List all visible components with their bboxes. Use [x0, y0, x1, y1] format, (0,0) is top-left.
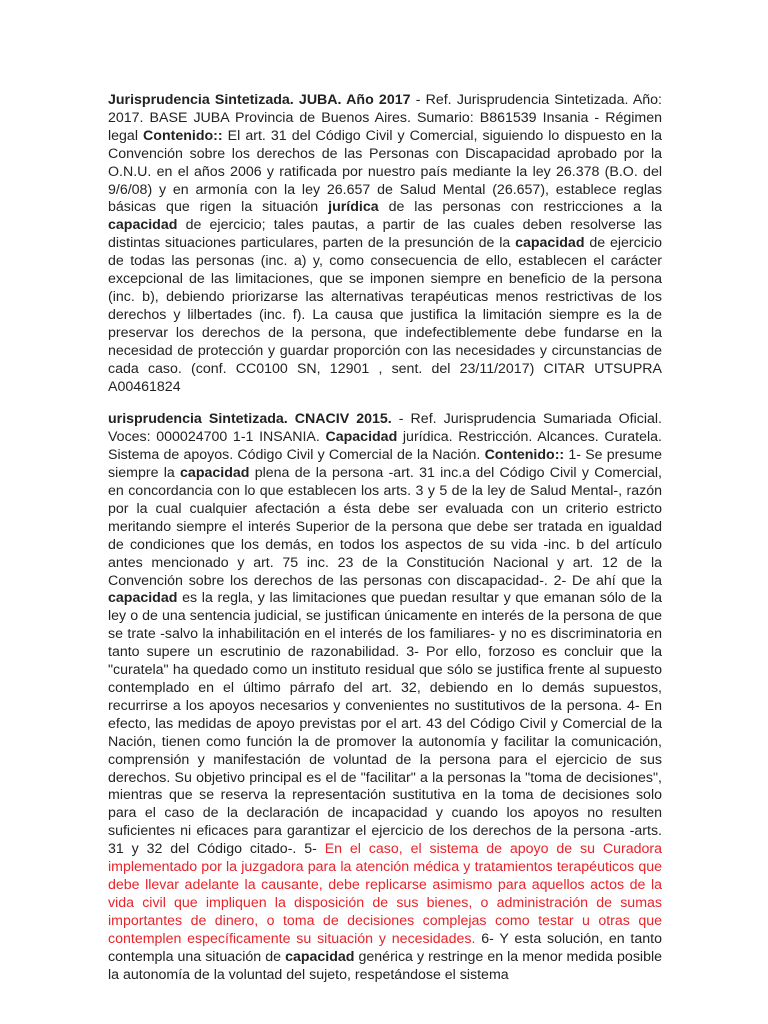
jurisprudence-entry-cnaciv-2015	[108, 411, 662, 984]
body-text: de ejercicio; tales pautas, a partir de las cuales deben resolverse las distintas situaciones particulares, parten de la presunción de la	[108, 217, 662, 252]
reference-intro: - Ref. Jurisprudencia Sintetizada. Año: 2017. BASE JUBA Provincia de Buenos Aires. Sumario: B861539 Insania - Régimen legal	[108, 92, 663, 144]
body-text: jurídica. Restricción. Alcances. Curatela. Sistema de apoyos. Código Civil y Comercial de la Nación.	[108, 429, 662, 464]
keyword-juridica: jurídica	[328, 199, 379, 216]
body-text: de las personas con restricciones a la	[378, 199, 663, 216]
keyword-capacidad: capacidad	[108, 590, 178, 607]
keyword-capacidad: Capacidad	[325, 429, 398, 446]
body-text: El art. 31 del Código Civil y Comercial, siguiendo lo dispuesto en la Convención sobre los derechos de las Personas con Discapacidad aprobado por la O.N.U. en el años 2006 y ratificada por nuestro país mediante la ley 26.378 (B.O. del 9/6/08) y en armonía con la ley 26.657 de Salud Mental (26.657), establece reglas básicas que rigen la situación	[108, 127, 663, 216]
entry-heading: Jurisprudencia Sintetizada. JUBA. Año 2017	[108, 92, 411, 108]
contenido-label: Contenido::	[484, 447, 565, 464]
contenido-label: Contenido::	[143, 127, 223, 144]
jurisprudence-entry-juba-2017	[108, 92, 662, 396]
keyword-capacidad: capacidad	[180, 465, 250, 482]
body-text: de ejercicio de todas las personas (inc. a) y, como consecuencia de ello, establecen el carácter excepcional de las limitaciones, que se imponen siempre en beneficio de la persona (inc. b), debiendo priorizarse las alternativas terapéuticas menos restrictivas de los derechos y lilbertades (inc. f). La causa que justifica la limitación siempre es la de preservar los derechos de la persona, que indefectiblemente debe fundarse en la necesidad de protección y guardar proporción con las necesidades y circunstancias de cada caso. (conf. CC0100 SN, 12901 , sent. del 23/11/2017) CITAR UTSUPRA A00461824	[108, 235, 662, 395]
entry-heading: urisprudencia Sintetizada. CNACIV 2015.	[108, 411, 392, 428]
body-text: plena de la persona -art. 31 inc.a del Código Civil y Comercial, en concordancia con lo que establecen los arts. 3 y 5 de la ley de Salud Mental-, razón por la cual cualquier afectación a ésta debe ser evaluada con un criterio estricto meritando siempre el interés Superior de la persona que debe ser tratada en igualdad de condiciones que los demás, en todos los aspectos de su vida -inc. b del artículo antes mencionado y art. 75 inc. 23 de la Constitución Nacional y art. 12 de la Convención sobre los derechos de las personas con discapacidad-. 2- De ahí que la	[108, 465, 662, 589]
body-text: 1- Se presume siempre la	[108, 447, 662, 482]
document-page	[108, 92, 662, 999]
keyword-capacidad: capacidad	[108, 217, 178, 234]
highlighted-text: En el caso, el sistema de apoyo de su Curadora implementado por la juzgadora para la atención médica y tratamientos terapéuticos que debe llevar adelante la causante, debe replicarse asimismo para aquellos actos de la vida civil que impliquen la disposición de sus bienes, o administración de sumas importantes de dinero, o toma de decisiones complejas como testar u otras que contemplen específicamente su situación y necesidades.	[108, 841, 662, 947]
keyword-capacidad: capacidad	[285, 948, 355, 965]
body-text: 6- Y esta solución, en tanto contempla una situación de	[108, 930, 662, 965]
reference-intro: - Ref. Jurisprudencia Sumariada Oficial. Voces: 000024700 1-1 INSANIA.	[108, 411, 662, 446]
keyword-capacidad: capacidad	[515, 235, 585, 252]
body-text: genérica y restringe en la menor medida posible la autonomía de la voluntad del sujeto, respetándose el sistema	[108, 948, 663, 983]
body-text: es la regla, y las limitaciones que puedan resultar y que emanan sólo de la ley o de una sentencia judicial, se justifican únicamente en interés de la persona de que se trate -salvo la inhabilitación en el interés de los familiares- y no es discriminatoria en tanto supere un escrutinio de razonabilidad. 3- Por ello, forzoso es concluir que la "curatela" ha quedado como un instituto residual que sólo se justifica frente al supuesto contemplado en el último párrafo del art. 32, debiendo en lo demás supuestos, recurrirse a los apoyos necesarios y convenientes no sustitutivos de la persona. 4- En efecto, las medidas de apoyo previstas por el art. 43 del Código Civil y Comercial de la Nación, tienen como función la de promover la autonomía y facilitar la comunicación, comprensión y manifestación de voluntad de la persona para el ejercicio de sus derechos. Su objetivo principal es el de "facilitar" a la personas la "toma de decisiones", mientras que se reserva la representación sustitutiva en la toma de decisiones solo para el caso de la declaración de incapacidad y cuando los apoyos no resulten suficientes ni eficaces para garantizar el ejercicio de los derechos de la persona -arts. 31 y 32 del Código citado-. 5-	[108, 590, 662, 858]
